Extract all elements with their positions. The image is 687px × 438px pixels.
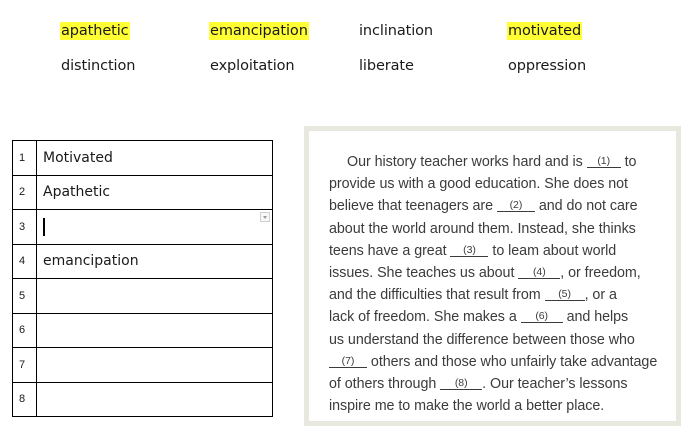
passage-text-segment: teens have a great [329, 242, 451, 259]
passage-line [329, 284, 666, 306]
passage-text-segment: and helps [562, 309, 629, 326]
passage-text-segment: issues. She teaches us about [329, 265, 519, 282]
row-number: 5 [13, 279, 37, 314]
blank-3: (3) [450, 244, 488, 257]
passage-line [329, 151, 666, 173]
blank-6: (6) [521, 310, 563, 323]
answer-cell-7[interactable] [37, 348, 273, 383]
passage-text [309, 131, 676, 421]
blank-7: (7) [329, 355, 367, 368]
row-number: 8 [13, 382, 37, 417]
table-row [13, 175, 273, 210]
passage-line [329, 262, 666, 284]
table-row [13, 210, 273, 245]
passage-text-segment: others and those who unfairly take advantage [367, 353, 658, 370]
word-bank-oppression: oppression [508, 58, 587, 74]
passage-text-segment: , or freedom, [560, 265, 641, 282]
answer-cell-5[interactable] [37, 279, 273, 314]
row-number: 2 [13, 175, 37, 210]
row-number: 4 [13, 244, 37, 279]
table-row [13, 382, 273, 417]
blank-2: (2) [497, 199, 535, 212]
table-row [13, 244, 273, 279]
passage-line [329, 306, 666, 328]
passage-line [329, 351, 666, 373]
answer-cell-3[interactable] [37, 210, 273, 245]
word-bank-liberate: liberate [359, 58, 414, 74]
row-number: 1 [13, 141, 37, 176]
passage-line: provide us with a good education. She does not [329, 176, 628, 193]
passage-line: inspire me to make the world a better place. [329, 398, 605, 415]
passage-image [304, 126, 681, 426]
answer-cell-4[interactable]: emancipation [37, 244, 273, 279]
answer-table [12, 140, 273, 417]
passage-text-segment: , or a [584, 287, 617, 304]
row-number: 3 [13, 210, 37, 245]
passage-text-segment: to leam about world [488, 242, 617, 259]
passage-line [329, 240, 666, 262]
table-row [13, 141, 273, 176]
chevron-down-icon[interactable] [260, 212, 270, 222]
passage-text-segment: . Our teacher’s lessons [482, 376, 628, 393]
answer-cell-8[interactable] [37, 382, 273, 417]
table-row [13, 313, 273, 348]
text-cursor [43, 218, 45, 236]
passage-line: about the world around them. Instead, she thinks [329, 220, 636, 237]
blank-4: (4) [518, 266, 560, 279]
passage-line [329, 373, 666, 395]
passage-text-segment: lack of freedom. She makes a [329, 309, 521, 326]
passage-text-segment: of others through [329, 376, 441, 393]
passage-line: us understand the difference between those who [329, 331, 635, 348]
table-row [13, 348, 273, 383]
passage-text-segment: and do not care [534, 198, 638, 215]
word-bank-inclination: inclination [359, 23, 433, 39]
blank-8: (8) [440, 377, 482, 390]
blank-1: (1) [587, 155, 621, 168]
word-bank-motivated: motivated [508, 23, 582, 39]
answer-cell-6[interactable] [37, 313, 273, 348]
word-bank-apathetic: apathetic [61, 23, 129, 39]
word-bank-emancipation: emancipation [210, 23, 308, 39]
row-number: 7 [13, 348, 37, 383]
row-number: 6 [13, 313, 37, 348]
blank-5: (5) [545, 288, 585, 301]
word-bank-distinction: distinction [61, 58, 136, 74]
answer-cell-2[interactable]: Apathetic [37, 175, 273, 210]
answer-cell-1[interactable]: Motivated [37, 141, 273, 176]
passage-line [329, 195, 666, 217]
passage-text-segment: believe that teenagers are [329, 198, 497, 215]
table-row [13, 279, 273, 314]
word-bank-exploitation: exploitation [210, 58, 295, 74]
passage-text-segment: and the difficulties that result from [329, 287, 545, 304]
passage-text-segment: Our history teacher works hard and is [347, 154, 587, 170]
passage-text-segment: to [620, 154, 637, 170]
